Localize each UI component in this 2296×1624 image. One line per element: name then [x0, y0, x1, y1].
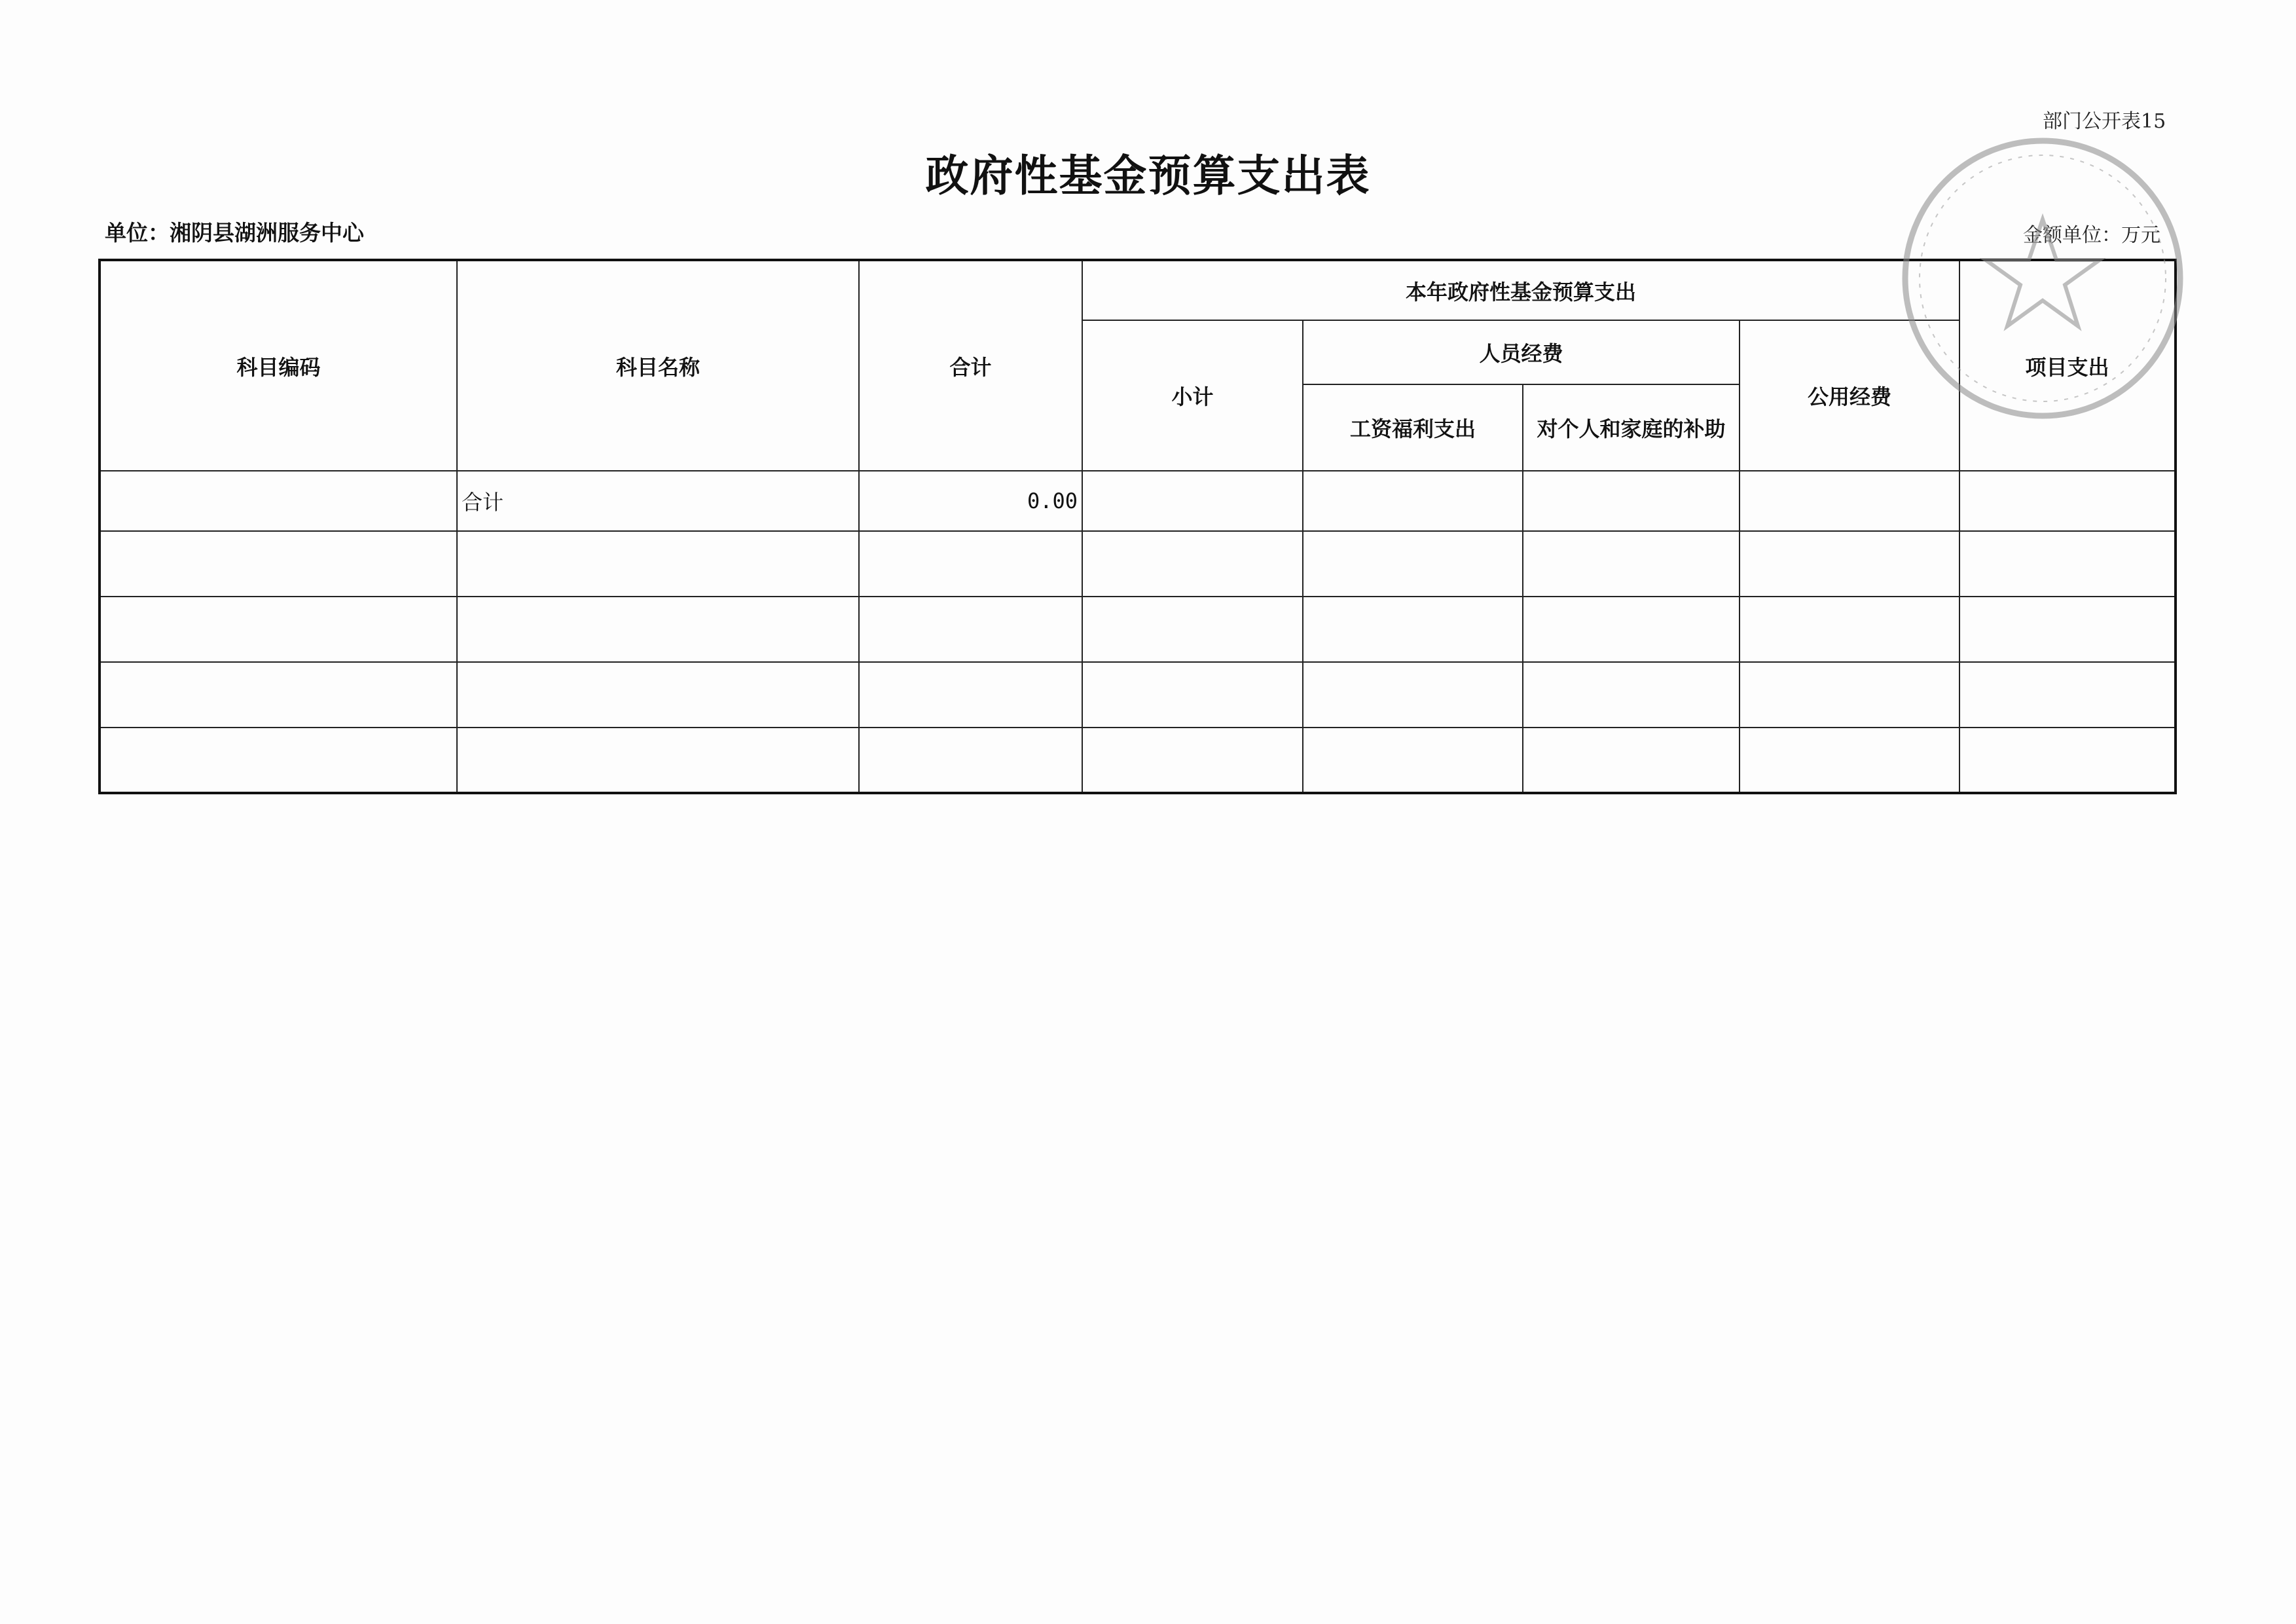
cell-wages — [1303, 471, 1523, 531]
cell-total — [859, 662, 1082, 728]
cell-code — [100, 531, 457, 597]
header-name: 科目名称 — [457, 260, 859, 471]
cell-subtotal — [1082, 597, 1303, 662]
header-personnel: 人员经费 — [1303, 320, 1740, 384]
cell-project — [1959, 662, 2176, 728]
cell-name: 合计 — [457, 471, 859, 531]
cell-code — [100, 597, 457, 662]
cell-name — [457, 531, 859, 597]
table-body — [100, 471, 2176, 793]
amount-unit: 金额单位：万元 — [2023, 224, 2160, 247]
cell-wages — [1303, 597, 1523, 662]
cell-project — [1959, 531, 2176, 597]
header-code: 科目编码 — [100, 260, 457, 471]
header-subtotal: 小计 — [1082, 320, 1303, 471]
table-row — [100, 531, 2176, 597]
cell-subsidies — [1523, 728, 1740, 793]
header-current-year: 本年政府性基金预算支出 — [1082, 260, 1959, 320]
cell-code — [100, 728, 457, 793]
cell-subtotal — [1082, 662, 1303, 728]
cell-project — [1959, 471, 2176, 531]
table-row — [100, 662, 2176, 728]
header-subsidies: 对个人和家庭的补助 — [1523, 384, 1740, 471]
cell-total: 0.00 — [859, 471, 1082, 531]
cell-code — [100, 471, 457, 531]
cell-wages — [1303, 728, 1523, 793]
cell-public — [1740, 471, 1959, 531]
cell-subsidies — [1523, 662, 1740, 728]
cell-name — [457, 662, 859, 728]
table-row — [100, 728, 2176, 793]
header-public: 公用经费 — [1740, 320, 1959, 471]
cell-public — [1740, 597, 1959, 662]
cell-name — [457, 728, 859, 793]
cell-total — [859, 597, 1082, 662]
cell-public — [1740, 662, 1959, 728]
header-wages: 工资福利支出 — [1303, 384, 1523, 471]
cell-total — [859, 728, 1082, 793]
form-number: 部门公开表15 — [2043, 110, 2166, 133]
cell-wages — [1303, 662, 1523, 728]
cell-subsidies — [1523, 531, 1740, 597]
cell-subsidies — [1523, 471, 1740, 531]
cell-subtotal — [1082, 728, 1303, 793]
page-title: 政府性基金预算支出表 — [925, 150, 1371, 201]
cell-wages — [1303, 531, 1523, 597]
cell-public — [1740, 531, 1959, 597]
cell-code — [100, 662, 457, 728]
cell-public — [1740, 728, 1959, 793]
cell-subtotal — [1082, 471, 1303, 531]
header-project: 项目支出 — [1959, 260, 2176, 471]
cell-project — [1959, 597, 2176, 662]
cell-project — [1959, 728, 2176, 793]
unit-label: 单位：湘阴县湖洲服务中心 — [105, 220, 364, 246]
header-total: 合计 — [859, 260, 1082, 471]
cell-name — [457, 597, 859, 662]
cell-subtotal — [1082, 531, 1303, 597]
table-row — [100, 597, 2176, 662]
cell-total — [859, 531, 1082, 597]
cell-subsidies — [1523, 597, 1740, 662]
table-row — [100, 471, 2176, 531]
budget-table — [98, 259, 2177, 794]
